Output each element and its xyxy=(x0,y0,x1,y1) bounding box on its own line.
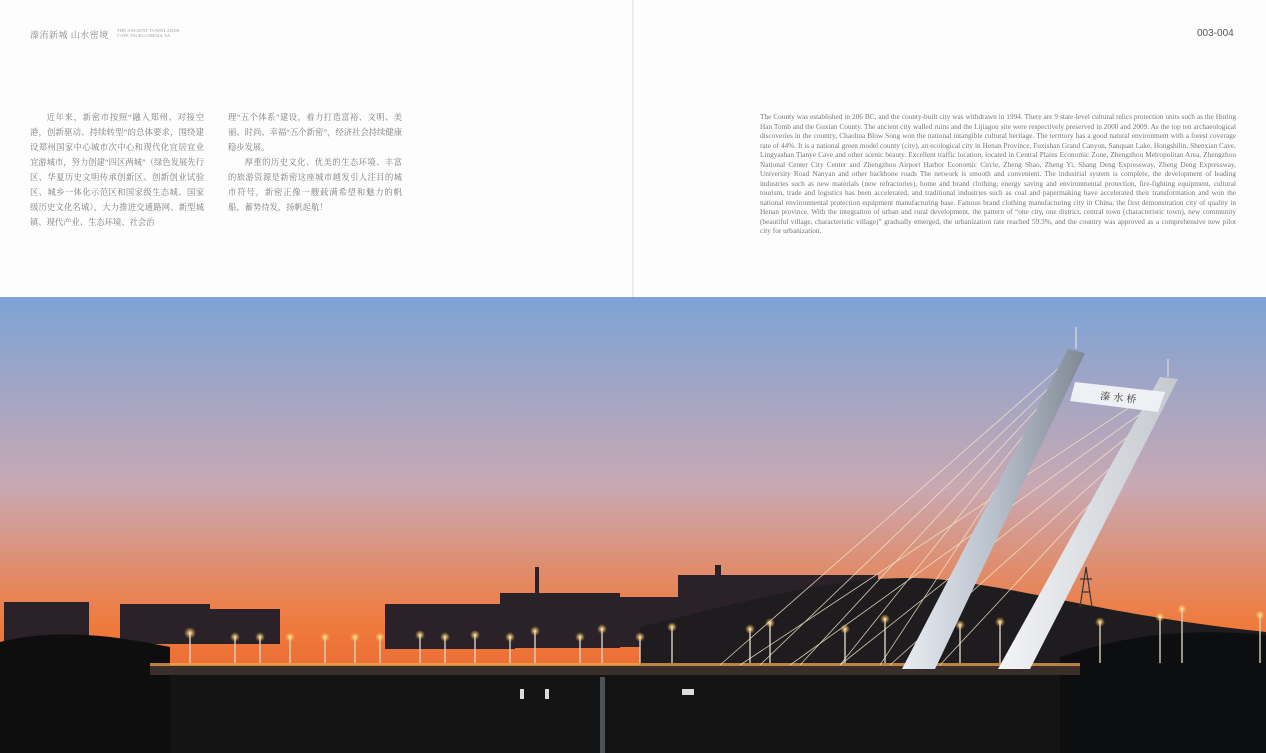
bridge-plaque: 溱 水 桥 xyxy=(1099,391,1137,406)
chinese-paragraph: 厚重的历史文化、优美的生态环境、丰富的旅游资源是新密这座城市越发引人注目的城市符号，新密正像一艘载满希望和魅力的帆船，蓄势待发，扬帆起航！ xyxy=(228,158,402,212)
header-subtitle-line1: THE ANCIENT TOWNLANDS xyxy=(116,28,180,33)
foreground-trees xyxy=(0,634,170,753)
header-title: 溱洧新城 山水密境 xyxy=(30,30,109,40)
chinese-column-2 xyxy=(228,110,402,215)
page-gutter xyxy=(632,0,634,297)
chinese-paragraph: 理“五个体系”建设，着力打造富裕、文明、美丽、时尚、幸福“五个新密”，经济社会持续健康稳步发展。 xyxy=(228,113,402,152)
chinese-column-1 xyxy=(30,110,204,230)
page-number: 003-004 xyxy=(1197,28,1234,39)
bridge-deck xyxy=(150,665,1080,675)
header-subtitle xyxy=(117,28,180,38)
chinese-paragraph: 近年来，新密市按照“融入郑州、对接空港，创新驱动、持续转型”的总体要求，围绕建设郑州国家中心城市次中心和现代化宜居宜业宜游城市，努力创建“四区两城”（绿色发展先行区、华夏历史文明传承创新区、创新创业试验区、城乡一体化示范区和国家级生态城、国家级历史文化名城），大力推进交通路网、新型城镇、现代产业、生态环境、社会治 xyxy=(30,113,204,227)
header-subtitle-line2: CAPE NICKCONESIA VA xyxy=(116,33,171,38)
english-body-text: The County was established in 206 BC, and the county-built city was withdrawn in 1994. There are 9 state-level cultural relics protection units such as the Huting Han Tomb and the Guxian County. The ancient city walled ruins and the Lijiagou site were respectively preserved in 2000 and 2009. As the top ten archaeological discoveries in the country, Chaohua Blow Song won the national intangible cultural heritage. The territory has a good natural environment with a forest coverage rate of 44%. It is a national green model county (city), an ecological city in Henan Province, Fuxishan Grand Canyon, Sanquan Lake, Hongshilin, Shenxian Cave, Lingyashan Tianye Cave and other scenic beauty. Excellent traffic location, located in Central Plains Economic Zone, Zhengzhou Metropolitan Area, Zhengzhou National Center City Center and Zhengzhou Airport Harbor Economic Circle, Zheng Shao, Zheng Yi, Shang Deng Expressway, Zheng Deng Expressway, University Road Nanyan and other backbone roads The network is smooth and convenient. The industrial system is complete, the development of leading industries such as new materials (new refractories), home and brand clothing, energy saving and environmental protection, fire-fighting equipment, cultural tourism, trade and logistics has been accelerated, and traditional industries such as coal and papermaking have accelerated their transformation and won the national environmental protection equipment manufacturing base. Famous brand clothing manufacturing city in China, the first demonstration city of quality in Henan province. With the integration of urban and rural development, the pattern of “one city, one district, central town (characteristic town), new community (beautiful village, characteristic village)” gradually emerged, the urbanization rate reached 59.3%, and the country was approved as a comprehensive new pilot city for urbanization. xyxy=(760,112,1236,235)
running-header xyxy=(30,28,180,41)
bridge-night-photo xyxy=(0,297,1266,753)
